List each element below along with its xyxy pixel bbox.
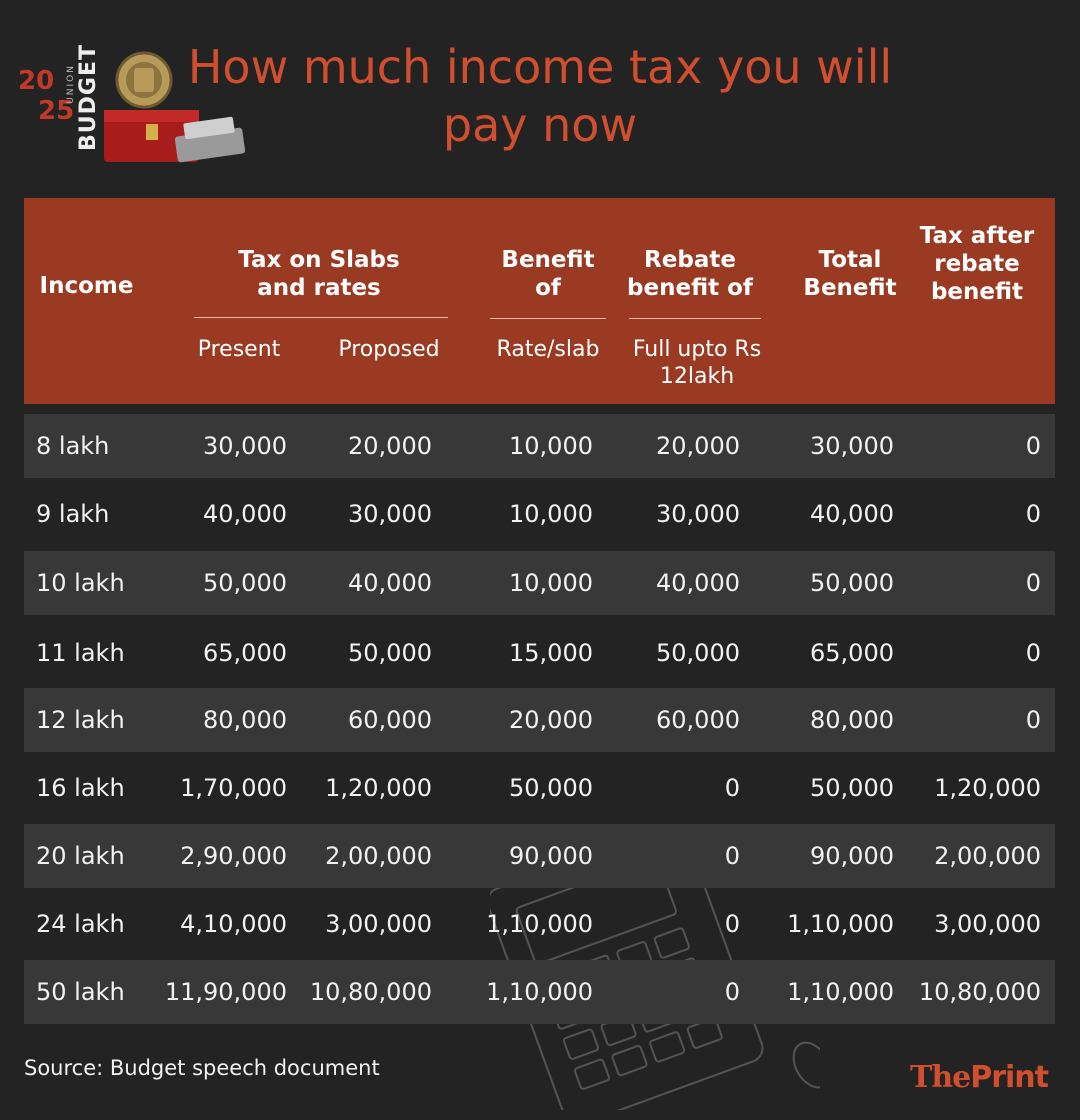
cell-tax-after-rebate: 0: [1025, 569, 1041, 597]
cell-rebate-benefit: 0: [724, 978, 740, 1006]
logo-budget-label: BUDGET: [76, 44, 101, 152]
cell-present: 2,90,000: [180, 842, 287, 870]
cell-proposed: 50,000: [348, 639, 432, 667]
cell-total-benefit: 50,000: [810, 774, 894, 802]
cell-tax-after-rebate: 3,00,000: [934, 910, 1041, 938]
cell-income: 24 lakh: [36, 910, 125, 938]
cell-rate-slab-benefit: 1,10,000: [486, 910, 593, 938]
subheader-rate-slab: Rate/slab: [496, 337, 600, 362]
header-divider-rebate: [629, 318, 761, 319]
table-row: [24, 551, 1055, 615]
header-income: Income: [39, 273, 134, 299]
cell-rebate-benefit: 50,000: [656, 639, 740, 667]
subheader-full-upto: Full upto Rs 12lakh: [632, 337, 762, 389]
logo-year-bottom: 25: [38, 96, 75, 126]
table-row: [24, 960, 1055, 1024]
cell-proposed: 3,00,000: [325, 910, 432, 938]
cell-income: 10 lakh: [36, 569, 125, 597]
header-benefit-of: Benefit of: [501, 247, 595, 301]
cell-total-benefit: 90,000: [810, 842, 894, 870]
cell-proposed: 30,000: [348, 500, 432, 528]
logo-year-top: 20: [18, 66, 55, 96]
cell-rate-slab-benefit: 50,000: [509, 774, 593, 802]
cell-rebate-benefit: 30,000: [656, 500, 740, 528]
cell-total-benefit: 65,000: [810, 639, 894, 667]
header-tax-after-rebate: Tax after rebate benefit: [919, 223, 1035, 305]
headline: How much income tax you will pay now: [187, 40, 893, 152]
header-total-benefit: Total Benefit: [803, 247, 897, 301]
cell-total-benefit: 40,000: [810, 500, 894, 528]
cell-tax-after-rebate: 2,00,000: [934, 842, 1041, 870]
cell-proposed: 1,20,000: [325, 774, 432, 802]
cell-rate-slab-benefit: 1,10,000: [486, 978, 593, 1006]
cell-proposed: 2,00,000: [325, 842, 432, 870]
header-tax-on-slabs: Tax on Slabs and rates: [238, 247, 400, 301]
cell-proposed: 40,000: [348, 569, 432, 597]
cell-income: 12 lakh: [36, 706, 125, 734]
cell-income: 16 lakh: [36, 774, 125, 802]
cell-tax-after-rebate: 0: [1025, 500, 1041, 528]
table-header: [24, 198, 1055, 404]
cell-total-benefit: 1,10,000: [787, 978, 894, 1006]
cell-tax-after-rebate: 10,80,000: [918, 978, 1041, 1006]
source-note: Source: Budget speech document: [24, 1056, 380, 1080]
cell-rebate-benefit: 0: [724, 774, 740, 802]
cell-proposed: 10,80,000: [309, 978, 432, 1006]
cell-rate-slab-benefit: 20,000: [509, 706, 593, 734]
table-row: [24, 688, 1055, 752]
cell-income: 50 lakh: [36, 978, 125, 1006]
cell-income: 11 lakh: [36, 639, 125, 667]
cell-present: 50,000: [203, 569, 287, 597]
cell-present: 30,000: [203, 432, 287, 460]
theprint-logo: [910, 1060, 1048, 1095]
table-row: [24, 482, 1055, 546]
brand-part-2: Print: [970, 1060, 1048, 1095]
cell-rebate-benefit: 0: [724, 910, 740, 938]
cell-income: 20 lakh: [36, 842, 125, 870]
cell-present: 40,000: [203, 500, 287, 528]
cell-total-benefit: 1,10,000: [787, 910, 894, 938]
header-divider-slabs: [194, 317, 448, 318]
cell-income: 9 lakh: [36, 500, 110, 528]
cell-proposed: 60,000: [348, 706, 432, 734]
cell-rebate-benefit: 60,000: [656, 706, 740, 734]
subheader-proposed: Proposed: [338, 337, 440, 362]
table-row: [24, 892, 1055, 956]
subheader-present: Present: [197, 337, 281, 362]
cell-rate-slab-benefit: 10,000: [509, 569, 593, 597]
cell-rebate-benefit: 0: [724, 842, 740, 870]
cell-tax-after-rebate: 0: [1025, 639, 1041, 667]
cell-present: 11,90,000: [164, 978, 287, 1006]
header-rebate-benefit-of: Rebate benefit of: [627, 247, 753, 301]
cell-tax-after-rebate: 0: [1025, 706, 1041, 734]
cell-rebate-benefit: 40,000: [656, 569, 740, 597]
cell-present: 4,10,000: [180, 910, 287, 938]
table-row: [24, 756, 1055, 820]
table-row: [24, 824, 1055, 888]
cell-proposed: 20,000: [348, 432, 432, 460]
cell-present: 65,000: [203, 639, 287, 667]
cell-rate-slab-benefit: 10,000: [509, 500, 593, 528]
logo-union-label: UNION: [66, 64, 76, 104]
cell-rate-slab-benefit: 15,000: [509, 639, 593, 667]
cell-present: 1,70,000: [180, 774, 287, 802]
cell-total-benefit: 30,000: [810, 432, 894, 460]
cell-tax-after-rebate: 0: [1025, 432, 1041, 460]
header-divider-benefit: [490, 318, 606, 319]
cell-rebate-benefit: 20,000: [656, 432, 740, 460]
table-row: [24, 414, 1055, 478]
cell-rate-slab-benefit: 10,000: [509, 432, 593, 460]
cell-tax-after-rebate: 1,20,000: [934, 774, 1041, 802]
table-row: [24, 621, 1055, 685]
brand-part-1: The: [910, 1060, 971, 1095]
cell-income: 8 lakh: [36, 432, 110, 460]
cell-rate-slab-benefit: 90,000: [509, 842, 593, 870]
cell-total-benefit: 50,000: [810, 569, 894, 597]
cell-total-benefit: 80,000: [810, 706, 894, 734]
cell-present: 80,000: [203, 706, 287, 734]
